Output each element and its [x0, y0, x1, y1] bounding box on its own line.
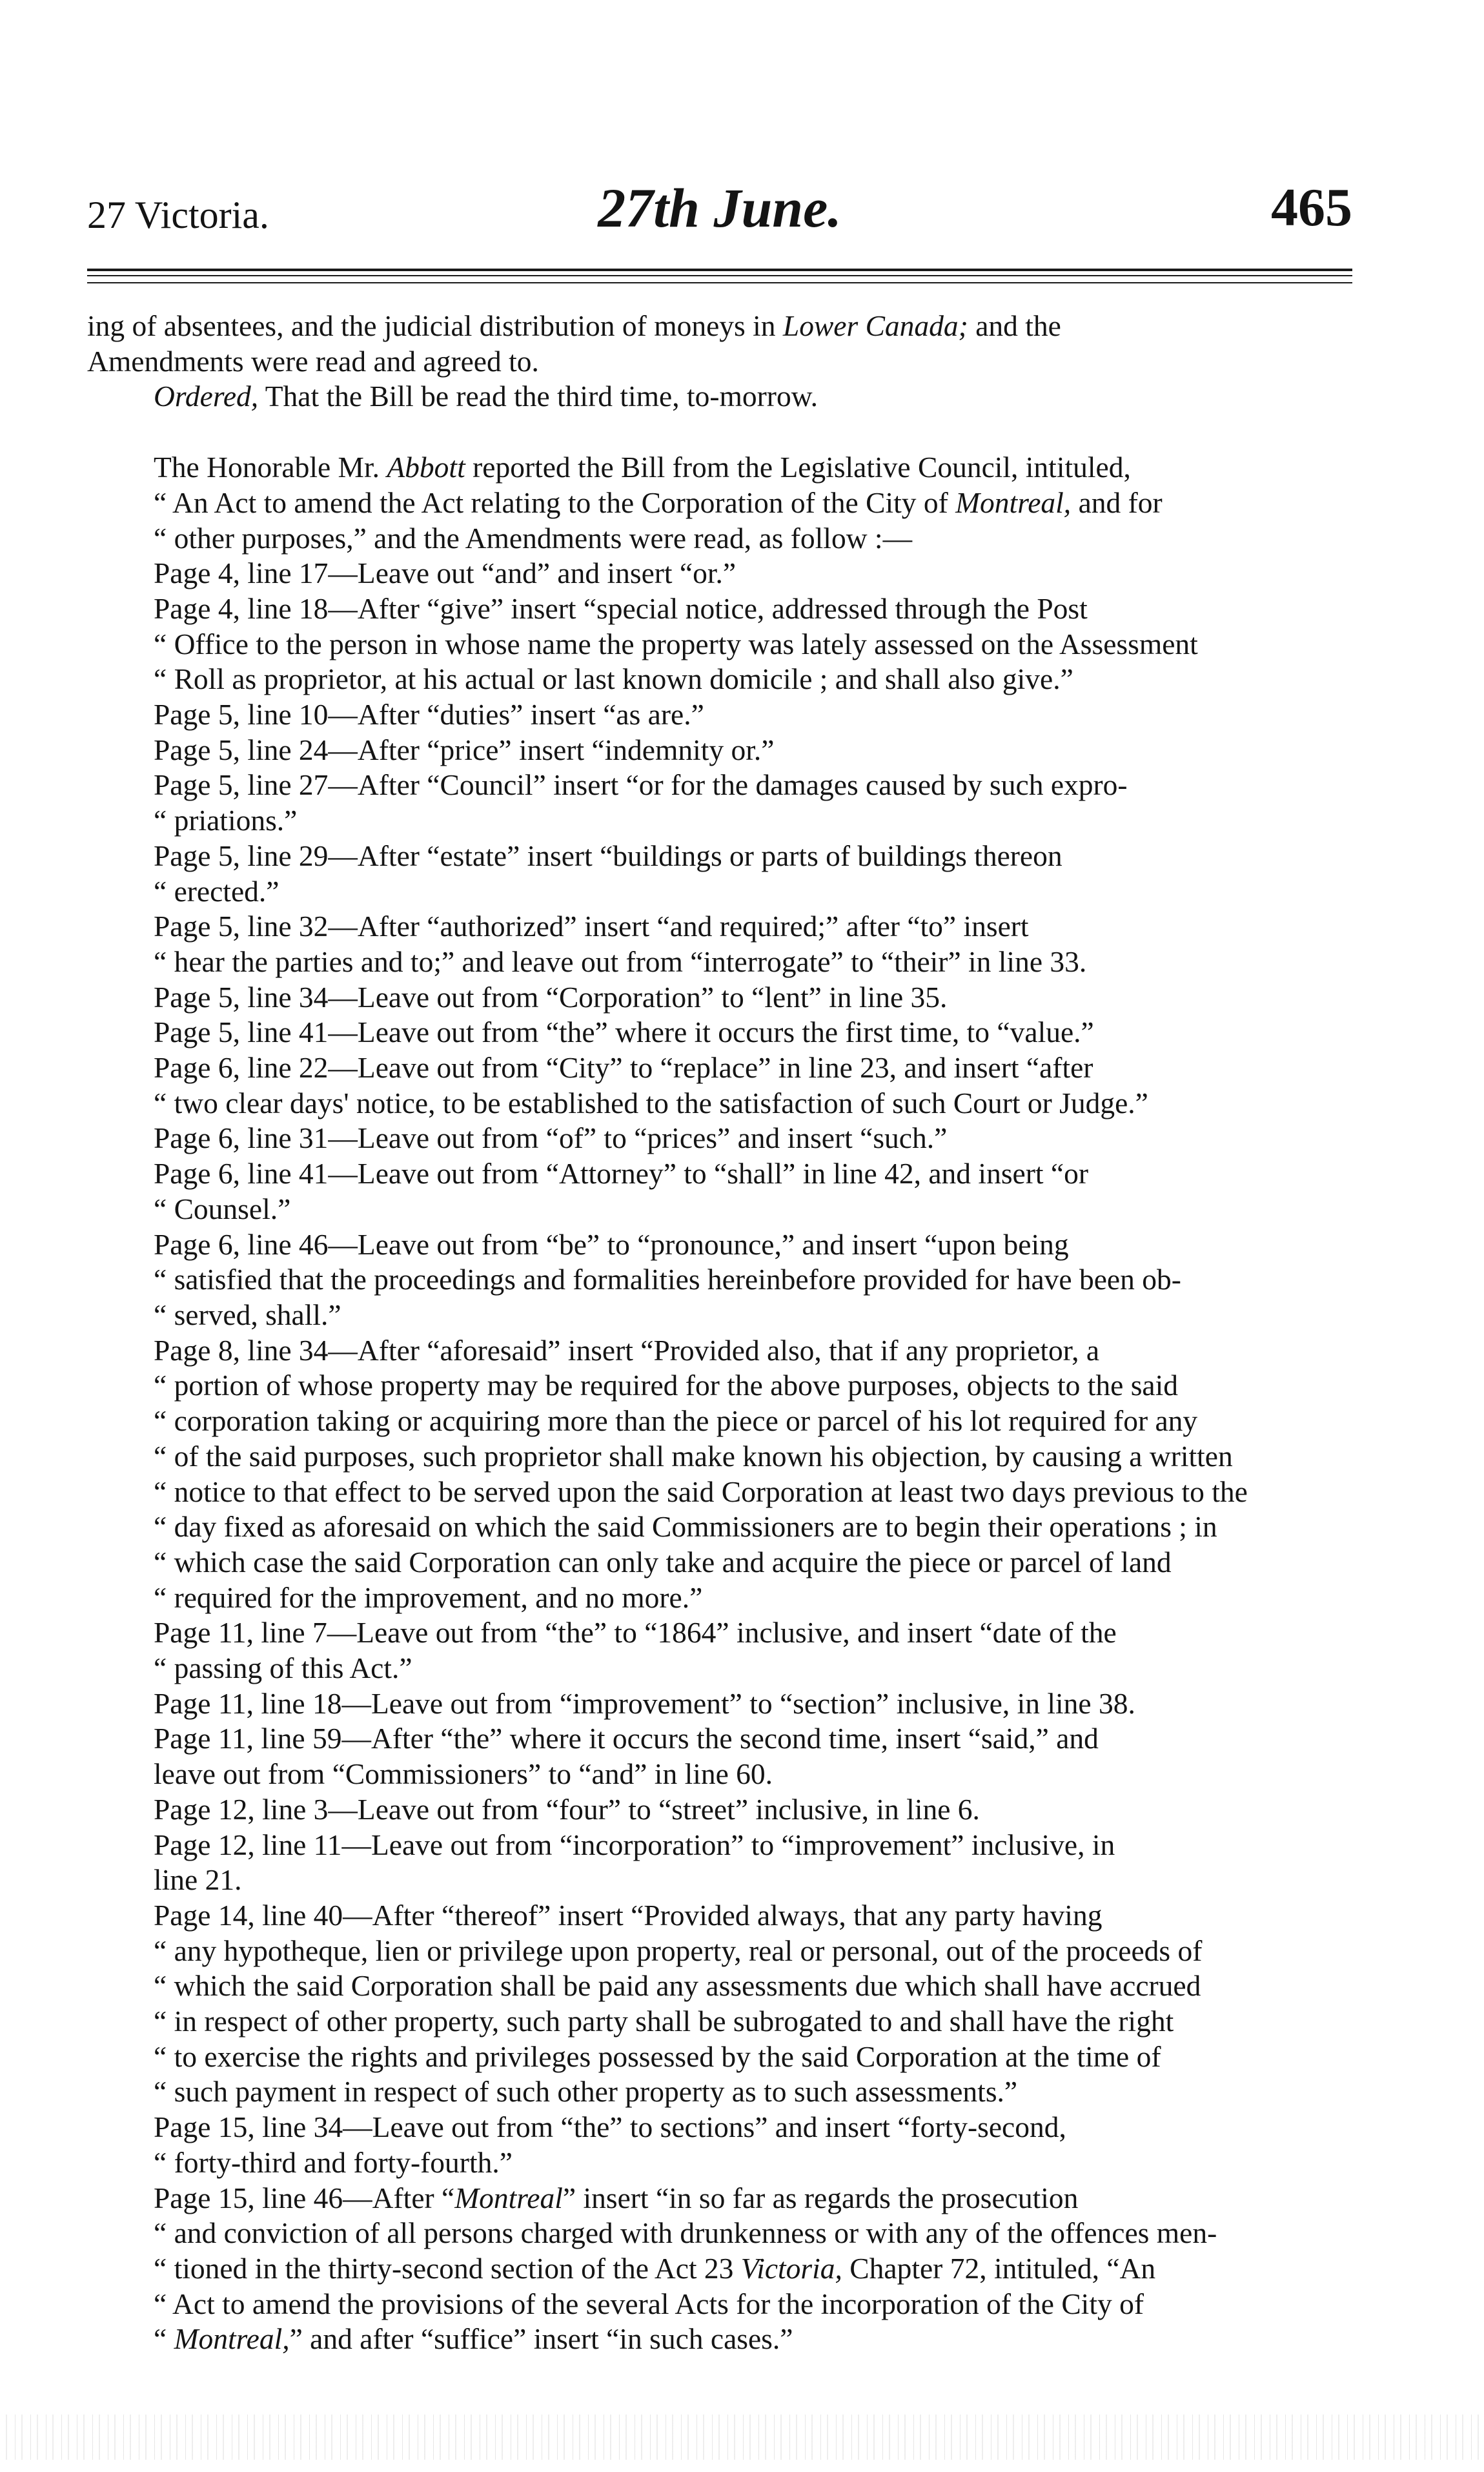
text-line: Page 6, line 31—Leave out from “of” to “prices” and insert “such.” [154, 1121, 948, 1155]
amendment-entry [87, 591, 1354, 697]
text-run: reported the Bill from the Legislative Council, intituled, [465, 451, 1131, 484]
text-line: “ Act to amend the provisions of the several Acts for the incorporation of the City of [154, 2287, 1144, 2320]
text-line: Page 14, line 40—After “thereof” insert “Provided always, that any party having [154, 1898, 1103, 1932]
amendment-entry [87, 1615, 1354, 1686]
text-line [87, 485, 1354, 521]
text-line: Page 11, line 7—Leave out from “the” to “1864” inclusive, and insert “date of the [154, 1616, 1117, 1650]
text-line: “ portion of whose property may be required for the above purposes, objects to the said [154, 1369, 1178, 1402]
amendment-entry [87, 768, 1354, 838]
text-line [87, 2251, 1354, 2287]
text-line: Page 6, line 46—Leave out from “be” to “pronounce,” and insert “upon being [154, 1227, 1069, 1261]
amendment-entry [87, 839, 1354, 909]
text-line: “ forty-third and forty-fourth.” [154, 2145, 513, 2179]
amendment-entry [87, 980, 1354, 1016]
text-line: Page 5, line 41—Leave out from “the” where it occurs the first time, to “value.” [154, 1016, 1094, 1049]
amendment-entry [87, 1050, 1354, 1121]
text-line: line 21. [154, 1863, 242, 1897]
page-number: 465 [1271, 178, 1352, 238]
amendment-entry [87, 1686, 1354, 1722]
amendment-entry [87, 1156, 1354, 1227]
text-run: ” insert “in so far as regards the prosecution [562, 2181, 1079, 2214]
text-line: “ satisfied that the proceedings and formalities hereinbefore provided for have been ob- [154, 1263, 1181, 1296]
running-head-left: 27 Victoria. [87, 194, 269, 236]
text-line: leave out from “Commissioners” to “and” in line 60. [154, 1757, 773, 1791]
amendment-entry [87, 2110, 1354, 2180]
amendment-entry [87, 556, 1354, 591]
text-run: The Honorable Mr. [154, 451, 387, 484]
text-line: Page 5, line 10—After “duties” insert “as are.” [154, 698, 704, 731]
text-line: “ Office to the person in whose name the property was lately assessed on the Assessment [154, 627, 1198, 660]
amendment-entry [87, 697, 1354, 733]
text-run: “ An Act to amend the Act relating to the Corporation of the City of [154, 485, 956, 519]
text-line: “ Counsel.” [154, 1192, 291, 1225]
text-line: “ passing of this Act.” [154, 1651, 412, 1685]
journal-text [87, 309, 1354, 2357]
text-line: “ any hypotheque, lien or privilege upon property, real or personal, out of the proceeds of [154, 1934, 1203, 1967]
text-line: Page 4, line 18—After “give” insert “special notice, addressed through the Post [154, 591, 1088, 625]
text-run: Page 15, line 46—After “ [154, 2181, 455, 2214]
text-run: That the Bill be read the third time, to-morrow. [258, 380, 818, 413]
text-line: “ day fixed as aforesaid on which the said Commissioners are to begin their operations ; in [154, 1510, 1217, 1544]
amendment-entry [87, 1721, 1354, 1792]
text-line: “ two clear days' notice, to be established to the satisfaction of such Court or Judge.” [154, 1086, 1148, 1119]
text-line: Page 5, line 29—After “estate” insert “buildings or parts of buildings thereon [154, 839, 1062, 872]
amendment-entry [87, 2181, 1354, 2358]
text-line: Page 5, line 24—After “price” insert “indemnity or.” [154, 733, 775, 766]
paragraph [87, 379, 1354, 414]
text-line: “ required for the improvement, and no more.” [154, 1580, 703, 1614]
ordered-label: Ordered, [154, 380, 259, 413]
text-run: and the [968, 309, 1061, 342]
header-rule-thick [87, 269, 1352, 271]
amendment-entry [87, 909, 1354, 979]
place-name: Montreal, [955, 485, 1072, 519]
text-line: “ Roll as proprietor, at his actual or last known domicile ; and shall also give.” [154, 662, 1073, 696]
text-line: Page 6, line 22—Leave out from “City” to “replace” in line 23, and insert “after [154, 1051, 1093, 1085]
text-line: “ which case the said Corporation can only take and acquire the piece or parcel of land [154, 1545, 1172, 1578]
text-line: “ notice to that effect to be served upon the said Corporation at least two days previous to the [154, 1475, 1248, 1508]
page-header [87, 169, 1352, 247]
text-run: “ [154, 2322, 174, 2356]
text-line: “ priations.” [154, 804, 298, 837]
amendment-entry [87, 1828, 1354, 1898]
text-line: Page 5, line 34—Leave out from “Corporation” to “lent” in line 35. [154, 980, 948, 1014]
text-line: Page 11, line 59—After “the” where it occurs the second time, insert “said,” and [154, 1722, 1099, 1755]
text-line: Page 15, line 34—Leave out from “the” to sections” and insert “forty-second, [154, 2110, 1066, 2144]
amendment-entry [87, 1227, 1354, 1333]
text-run: ” and after “suffice” insert “in such cases.” [289, 2322, 793, 2356]
paragraph [87, 309, 1354, 379]
text-line: Page 5, line 27—After “Council” insert “or for the damages caused by such expro- [154, 768, 1128, 802]
text-line: Page 5, line 32—After “authorized” insert “and required;” after “to” insert [154, 910, 1029, 943]
text-line: “ which the said Corporation shall be paid any assessments due which shall have accrued [154, 1969, 1201, 2003]
amendment-entry [87, 733, 1354, 768]
text-line: “ erected.” [154, 874, 280, 908]
text-line: “ of the said purposes, such proprietor shall make known his objection, by causing a written [154, 1439, 1233, 1473]
place-name: Montreal, [174, 2322, 290, 2356]
text-line: Page 12, line 11—Leave out from “incorporation” to “improvement” inclusive, in [154, 1828, 1115, 1861]
text-run: Chapter 72, intituled, “An [842, 2251, 1156, 2285]
amendment-entry [87, 1121, 1354, 1156]
amendment-entry [87, 1015, 1354, 1050]
text-line: “ such payment in respect of such other property as to such assessments.” [154, 2075, 1018, 2109]
text-line: “ and conviction of all persons charged with drunkenness or with any of the offences men- [154, 2216, 1217, 2250]
text-line: Page 6, line 41—Leave out from “Attorney” to “shall” in line 42, and insert “or [154, 1157, 1088, 1190]
amendment-entry [87, 1792, 1354, 1828]
text-run: and for [1071, 485, 1163, 519]
amendment-entry [87, 1333, 1354, 1616]
paragraph [87, 450, 1354, 556]
text-line: Page 11, line 18—Leave out from “improvement” to “section” inclusive, in line 38. [154, 1686, 1135, 1720]
member-name: Abbott [387, 451, 465, 484]
header-rule-thin [87, 275, 1352, 276]
text-line: Amendments were read and agreed to. [87, 344, 539, 378]
text-run: “ tioned in the thirty-second section of the Act 23 [154, 2251, 741, 2285]
text-line: Page 12, line 3—Leave out from “four” to “street” inclusive, in line 6. [154, 1792, 980, 1826]
text-run: ing of absentees, and the judicial distribution of moneys in [87, 309, 783, 342]
text-line: “ to exercise the rights and privileges possessed by the said Corporation at the time of [154, 2039, 1161, 2073]
text-line: “ other purposes,” and the Amendments were read, as follow :— [154, 521, 913, 555]
statute-name: Victoria, [740, 2251, 842, 2285]
place-name: Lower Canada; [782, 309, 968, 342]
text-line: “ hear the parties and to;” and leave out from “interrogate” to “their” in line 33. [154, 945, 1087, 978]
text-line: “ corporation taking or acquiring more than the piece or parcel of his lot required for any [154, 1404, 1198, 1438]
running-head-date: 27th June. [598, 177, 842, 239]
amendment-entry [87, 1898, 1354, 2110]
text-line [87, 2322, 1354, 2357]
header-rule-thin-lower [87, 282, 1352, 283]
text-line: “ in respect of other property, such party shall be subrogated to and shall have the right [154, 2005, 1174, 2038]
place-name: Montreal [454, 2181, 563, 2214]
text-line: Page 4, line 17—Leave out “and” and insert “or.” [154, 557, 737, 590]
text-line: “ served, shall.” [154, 1298, 341, 1331]
text-line: Page 8, line 34—After “aforesaid” insert “Provided also, that if any proprietor, a [154, 1333, 1100, 1367]
scan-noise-strip [0, 2415, 1484, 2460]
